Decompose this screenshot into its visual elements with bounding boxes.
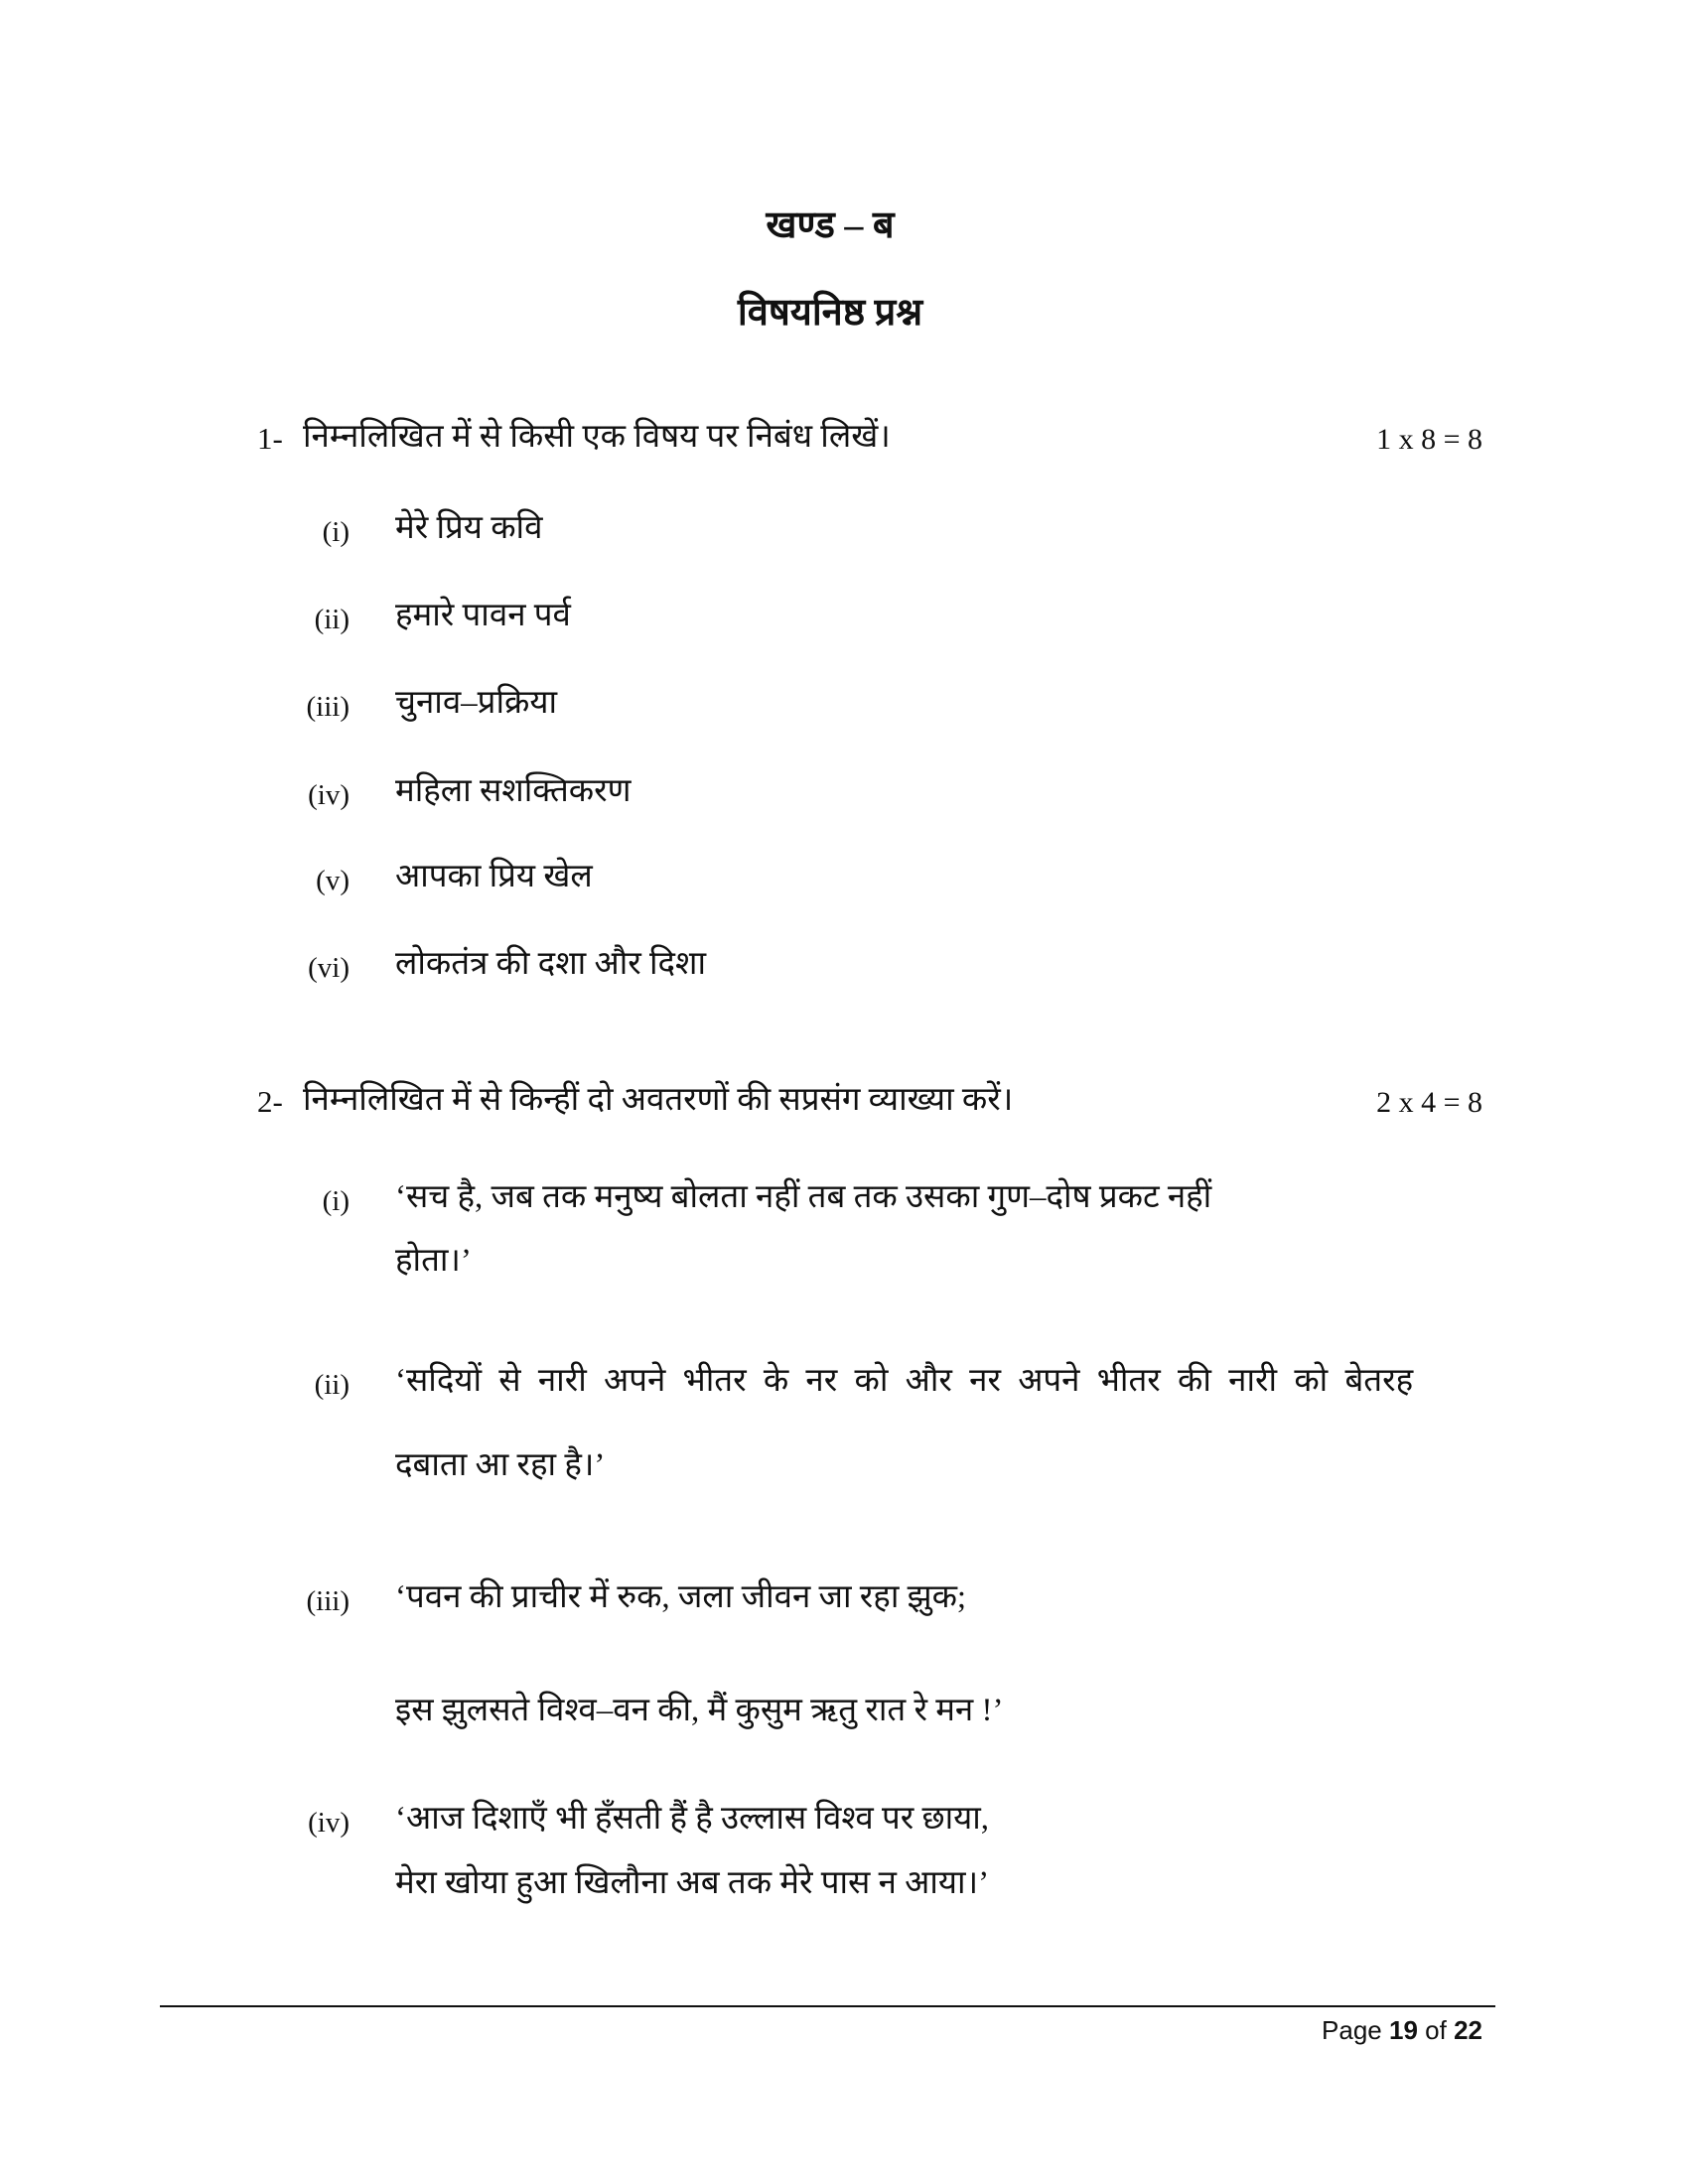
item-label: (iv) xyxy=(308,1807,350,1839)
passage-line: इस झुलसते विश्व–वन की, मैं कुसुम ऋतु रात रे मन !’ xyxy=(395,1693,1004,1728)
essay-topic: मेरे प्रिय कवि xyxy=(395,510,543,546)
passage-line: दबाता आ रहा है।’ xyxy=(395,1447,606,1483)
essay-topic: लोकतंत्र की दशा और दिशा xyxy=(395,946,707,982)
page-label: Page xyxy=(1322,2015,1382,2045)
item-label: (iii) xyxy=(306,1585,350,1617)
passage-line: ‘आज दिशाएँ भी हँसती हैं है उल्लास विश्व पर छाया, xyxy=(395,1801,990,1837)
passage-line: मेरा खोया हुआ खिलौना अब तक मेरे पास न आया।’ xyxy=(395,1865,990,1901)
item-label: (iii) xyxy=(306,691,350,723)
passage-line: ‘सदियों से नारी अपने भीतर के नर को और नर अपने भीतर की नारी को बेतरह xyxy=(395,1363,1414,1399)
question-text: निम्नलिखित में से किसी एक विषय पर निबंध लिखें। xyxy=(303,419,891,455)
page-of: of xyxy=(1425,2015,1447,2045)
passage-line: ‘पवन की प्राचीर में रुक, जला जीवन जा रहा झुक; xyxy=(395,1579,967,1615)
footer-divider xyxy=(160,2005,1495,2007)
question-marks: 2 x 4 = 8 xyxy=(1376,1086,1482,1119)
item-label: (i) xyxy=(322,516,350,548)
essay-topic: आपका प्रिय खेल xyxy=(395,859,593,894)
essay-topic: चुनाव–प्रक्रिया xyxy=(395,685,558,721)
passage-line: ‘सच है, जब तक मनुष्य बोलता नहीं तब तक उसका गुण–दोष प्रकट नहीं xyxy=(395,1179,1212,1215)
section-subtitle: विषयनिष्ठ प्रश्न xyxy=(737,292,923,334)
page-total: 22 xyxy=(1454,2015,1482,2045)
item-label: (ii) xyxy=(314,604,350,635)
page-number xyxy=(1322,2017,1482,2043)
essay-topic: हमारे पावन पर्व xyxy=(395,598,571,633)
item-label: (vi) xyxy=(308,952,350,984)
question-marks: 1 x 8 = 8 xyxy=(1376,423,1482,456)
question-number: 2- xyxy=(257,1084,283,1119)
item-label: (i) xyxy=(322,1185,350,1217)
question-number: 1- xyxy=(257,421,283,456)
item-label: (ii) xyxy=(314,1369,350,1401)
item-label: (iv) xyxy=(308,779,350,811)
page-current: 19 xyxy=(1389,2015,1418,2045)
essay-topic: महिला सशक्तिकरण xyxy=(395,773,632,809)
section-title: खण्ड – ब xyxy=(766,205,895,246)
passage-line: होता।’ xyxy=(395,1243,472,1279)
item-label: (v) xyxy=(316,865,350,896)
question-text: निम्नलिखित में से किन्हीं दो अवतरणों की सप्रसंग व्याख्या करें। xyxy=(303,1082,1014,1118)
